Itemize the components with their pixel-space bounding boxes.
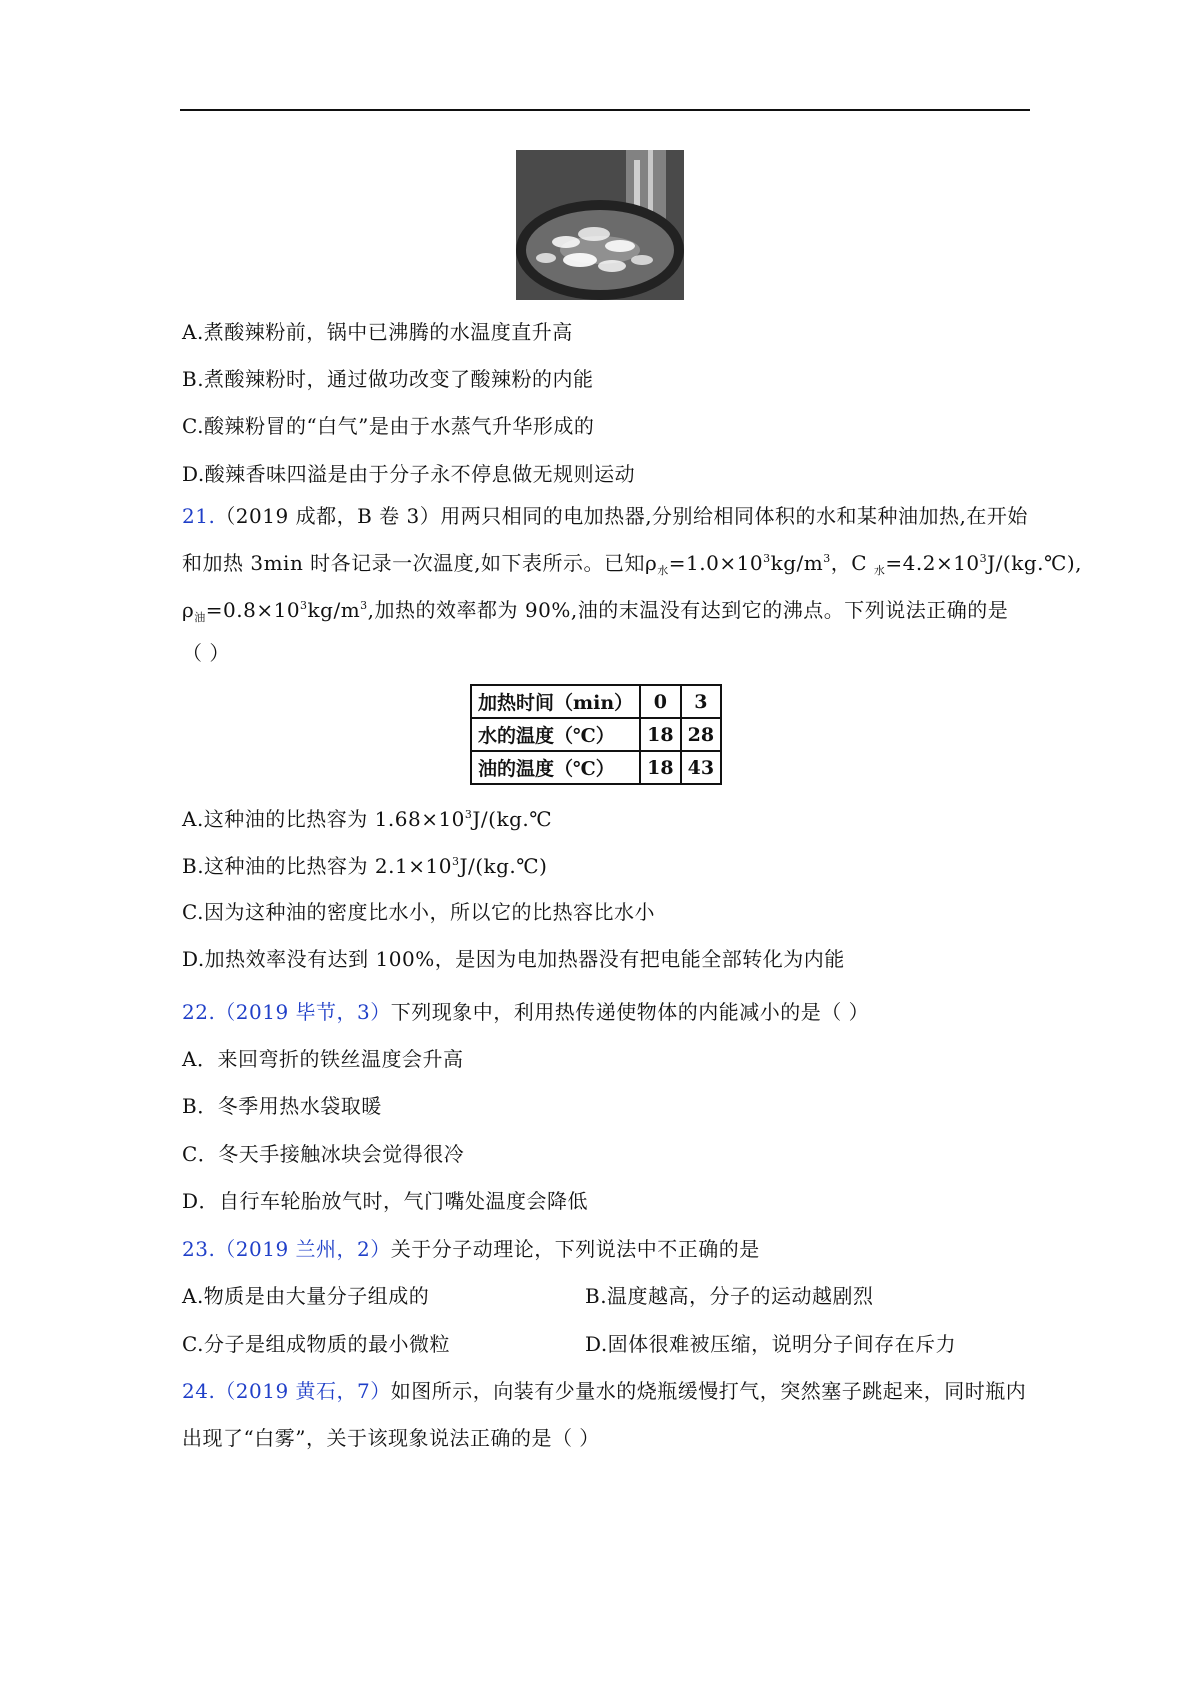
table-cell: 0: [640, 685, 680, 718]
q21-option-a: A.这种油的比热容为 $1.68\times 10^3J/(kg.℃$: [182, 807, 553, 831]
q21-option-b: B.这种油的比热容为 $2.1\times 10^3J/(kg.℃)$: [182, 854, 548, 878]
q23-option-c: C.分子是组成物质的最小微粒: [182, 1332, 450, 1356]
table-cell: 水的温度（℃）: [471, 718, 640, 751]
q21-option-d: D.加热效率没有达到 100%，是因为电加热器没有把电能全部转化为内能: [182, 947, 845, 971]
q21-answer-blank: （ ）: [182, 641, 230, 665]
q23-option-d: D.固体很难被压缩，说明分子间存在斥力: [585, 1332, 957, 1356]
q20-option-a: A.煮酸辣粉前，锅中已沸腾的水温度直升高: [182, 320, 573, 344]
q24-source: 24.（2019 黄石，7）: [182, 1379, 391, 1403]
q23-option-b: B.温度越高，分子的运动越剧烈: [585, 1284, 874, 1308]
q20-option-d: D.酸辣香味四溢是由于分子永不停息做无规则运动: [182, 462, 636, 486]
q22-option-b: B．冬季用热水袋取暖: [182, 1094, 382, 1118]
q22-option-d: D．自行车轮胎放气时，气门嘴处温度会降低: [182, 1189, 589, 1213]
temperature-table: [470, 684, 722, 785]
header-rule: [180, 109, 1030, 111]
q22-option-a: A．来回弯折的铁丝温度会升高: [182, 1047, 464, 1071]
q24-stem-line1: 24.（2019 黄石，7）如图所示，向装有少量水的烧瓶缓慢打气，突然塞子跳起来，同时瓶内: [182, 1379, 1027, 1403]
table-cell: 18: [640, 718, 680, 751]
q21-stem-line2: 和加热 3min 时各记录一次温度,如下表所示。已知$\rho_水=1.0\times 10^3kg/m^3$，C $_水=4.2\times 10^3J/(kg.℃)$,: [182, 551, 1083, 577]
table-cell: 加热时间（min）: [471, 685, 640, 718]
table-cell: 3: [681, 685, 721, 718]
table-cell: 18: [640, 751, 680, 784]
table-row: [471, 718, 721, 751]
q22-option-c: C．冬天手接触冰块会觉得很冷: [182, 1142, 465, 1166]
boiling-pot-photo: [516, 150, 684, 300]
q20-option-b: B.煮酸辣粉时，通过做功改变了酸辣粉的内能: [182, 367, 594, 391]
q21-stem-line3: $\rho_油=0.8\times 10^3kg/m^3$,加热的效率都为 90%,油的末温没有达到它的沸点。下列说法正确的是: [182, 598, 1009, 624]
q23-source: 23.（2019 兰州，2）: [182, 1237, 391, 1261]
q23-stem: 23.（2019 兰州，2）关于分子动理论，下列说法中不正确的是: [182, 1237, 760, 1261]
q21-option-c: C.因为这种油的密度比水小，所以它的比热容比水小: [182, 900, 655, 924]
table-cell: 43: [681, 751, 721, 784]
table-row: [471, 751, 721, 784]
table-cell: 28: [681, 718, 721, 751]
q21-number: 21.: [182, 504, 216, 528]
q24-stem-line2: 出现了“白雾”，关于该现象说法正确的是（ ）: [182, 1426, 600, 1450]
table-cell: 油的温度（℃）: [471, 751, 640, 784]
q20-option-c: C.酸辣粉冒的“白气”是由于水蒸气升华形成的: [182, 414, 595, 438]
q22-stem: 22.（2019 毕节，3）下列现象中，利用热传递使物体的内能减小的是（ ）: [182, 1000, 870, 1024]
q21-stem-line1: 21.（2019 成都，B 卷 3）用两只相同的电加热器,分别给相同体积的水和某种油加热,在开始: [182, 504, 1028, 528]
q22-source: 22.（2019 毕节，3）: [182, 1000, 391, 1024]
table-row: [471, 685, 721, 718]
q23-option-a: A.物质是由大量分子组成的: [182, 1284, 430, 1308]
